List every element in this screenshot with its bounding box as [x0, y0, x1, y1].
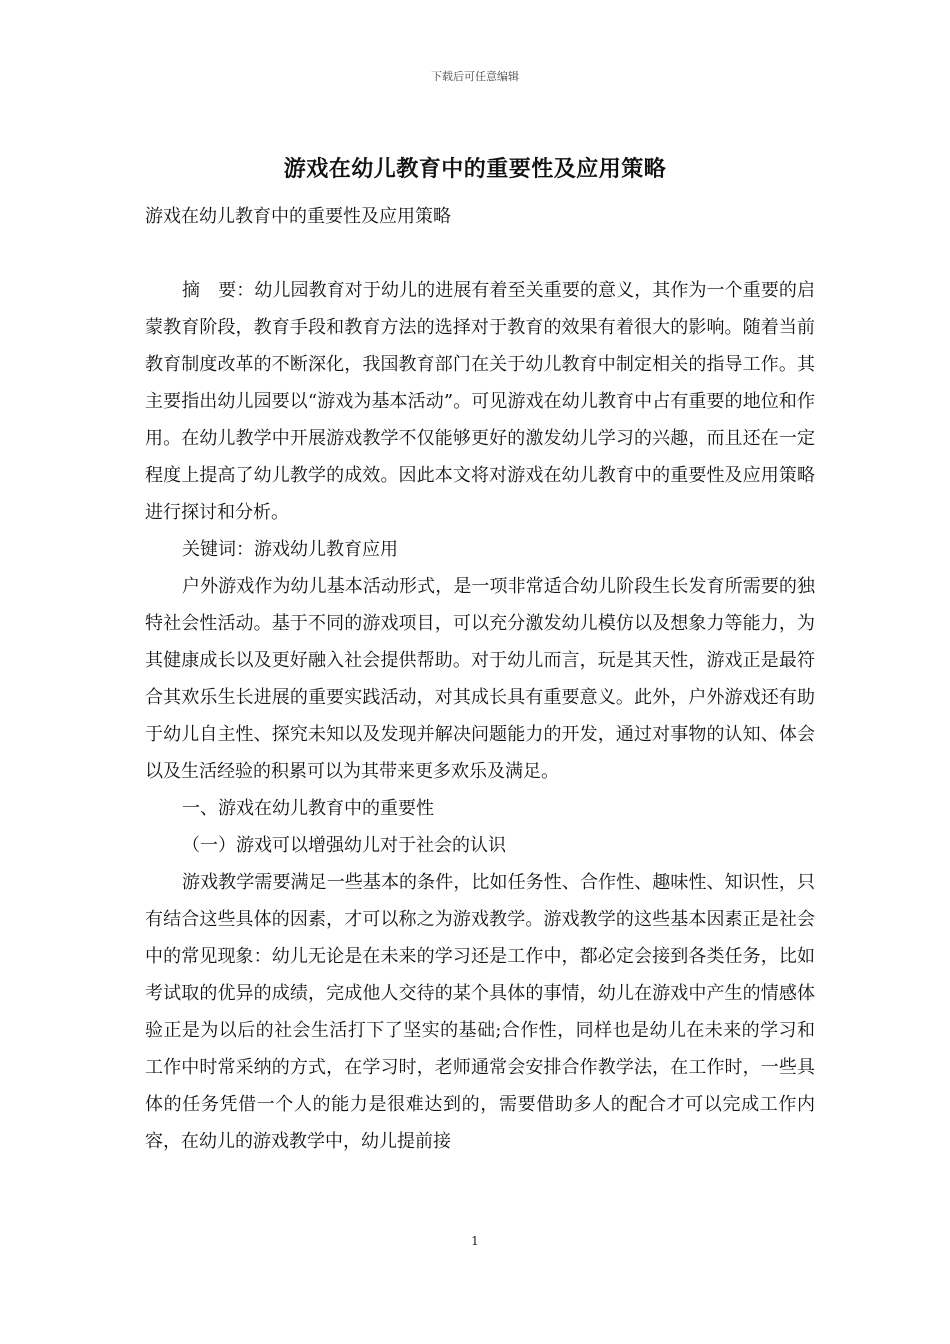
section-heading: 一、游戏在幼儿教育中的重要性: [182, 798, 434, 819]
document-title: 游戏在幼儿教育中的重要性及应用策略: [283, 156, 667, 182]
subsection-heading: （一）游戏可以增强幼儿对于社会的认识: [182, 835, 506, 856]
document-subtitle: 游戏在幼儿教育中的重要性及应用策略: [145, 206, 451, 227]
section-paragraph: 游戏教学需要满足一些基本的条件，比如任务性、合作性、趣味性、知识性，只有结合这些具体的因素，才可以称之为游戏教学。游戏教学的这些基本因素正是社会中的常见现象：幼儿无论是在未来的学习还是工作中，都必定会接到各类任务，比如考试取的优异的成绩，完成他人交待的某个具体的事情，幼儿在游戏中产生的情感体验正是为以后的社会生活打下了坚实的基础;合作性，同样也是幼儿在未来的学习和工作中时常采纳的方式，在学习时，老师通常会安排合作教学法，在工作时，一些具体的任务凭借一个人的能力是很难达到的，需要借助多人的配合才可以完成工作内容，在幼儿的游戏教学中，幼儿提前接: [145, 872, 815, 1152]
keywords-line: 关键词：游戏幼儿教育应用: [182, 539, 398, 560]
page-number: 1: [471, 1234, 479, 1248]
document-body: [145, 198, 815, 1160]
header-note: 下载后可任意编辑: [431, 70, 519, 83]
intro-paragraph: 户外游戏作为幼儿基本活动形式，是一项非常适合幼儿阶段生长发育所需要的独特社会性活动。基于不同的游戏项目，可以充分激发幼儿模仿以及想象力等能力，为其健康成长以及更好融入社会提供帮助。对于幼儿而言，玩是其天性，游戏正是最符合其欢乐生长进展的重要实践活动，对其成长具有重要意义。此外，户外游戏还有助于幼儿自主性、探究未知以及发现并解决问题能力的开发，通过对事物的认知、体会以及生活经验的积累可以为其带来更多欢乐及满足。: [145, 576, 815, 782]
blank-line: [145, 235, 815, 272]
abstract-paragraph: 摘 要：幼儿园教育对于幼儿的进展有着至关重要的意义，其作为一个重要的启蒙教育阶段，教育手段和教育方法的选择对于教育的效果有着很大的影响。随着当前教育制度改革的不断深化，我国教育部门在关于幼儿教育中制定相关的指导工作。其主要指出幼儿园要以“游戏为基本活动”。可见游戏在幼儿教育中占有重要的地位和作用。在幼儿教学中开展游戏教学不仅能够更好的激发幼儿学习的兴趣，而且还在一定程度上提高了幼儿教学的成效。因此本文将对游戏在幼儿教育中的重要性及应用策略进行探讨和分析。: [145, 280, 815, 523]
